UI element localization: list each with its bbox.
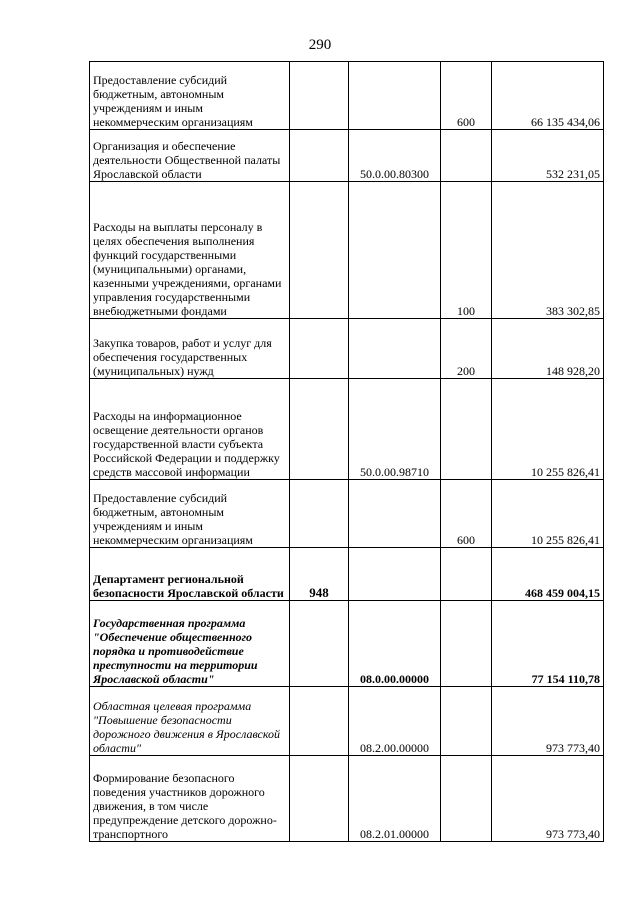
row-csr bbox=[349, 62, 441, 130]
row-ministry: 948 bbox=[290, 548, 349, 601]
row-amount: 973 773,40 bbox=[492, 687, 604, 756]
row-csr: 50.0.00.80300 bbox=[349, 130, 441, 182]
row-amount: 10 255 826,41 bbox=[492, 379, 604, 480]
table-row bbox=[90, 319, 604, 379]
row-vr bbox=[441, 548, 492, 601]
row-amount: 66 135 434,06 bbox=[492, 62, 604, 130]
row-vr bbox=[441, 379, 492, 480]
row-vr: 200 bbox=[441, 319, 492, 379]
row-name: Областная целевая программа "Повышение безопасности дорожного движения в Ярославской области" bbox=[90, 687, 290, 756]
row-ministry bbox=[290, 379, 349, 480]
row-ministry bbox=[290, 130, 349, 182]
table-row bbox=[90, 62, 604, 130]
row-name: Формирование безопасного поведения участников дорожного движения, в том числе предупреждение детского дорожно-транспортного bbox=[90, 756, 290, 842]
table-row bbox=[90, 756, 604, 842]
row-vr: 600 bbox=[441, 62, 492, 130]
row-csr bbox=[349, 480, 441, 548]
row-csr: 08.0.00.00000 bbox=[349, 601, 441, 687]
page-number: 290 bbox=[308, 37, 332, 53]
table-row bbox=[90, 548, 604, 601]
row-ministry bbox=[290, 601, 349, 687]
row-amount: 383 302,85 bbox=[492, 182, 604, 319]
row-name: Расходы на информационное освещение деятельности органов государственной власти субъекта Российской Федерации и поддержку средств массовой информации bbox=[90, 379, 290, 480]
row-amount: 468 459 004,15 bbox=[492, 548, 604, 601]
table-row bbox=[90, 379, 604, 480]
table-row bbox=[90, 601, 604, 687]
table-row bbox=[90, 480, 604, 548]
row-ministry bbox=[290, 756, 349, 842]
row-csr bbox=[349, 182, 441, 319]
row-name: Предоставление субсидий бюджетным, автономным учреждениям и иным некоммерческим организациям bbox=[90, 480, 290, 548]
row-ministry bbox=[290, 687, 349, 756]
row-vr bbox=[441, 687, 492, 756]
row-name: Организация и обеспечение деятельности Общественной палаты Ярославской области bbox=[90, 130, 290, 182]
row-vr: 600 bbox=[441, 480, 492, 548]
row-amount: 77 154 110,78 bbox=[492, 601, 604, 687]
row-amount: 532 231,05 bbox=[492, 130, 604, 182]
row-name: Закупка товаров, работ и услуг для обеспечения государственных (муниципальных) нужд bbox=[90, 319, 290, 379]
row-ministry bbox=[290, 62, 349, 130]
row-name: Расходы на выплаты персоналу в целях обеспечения выполнения функций государственными (муниципальными) органами, казенными учреждениями, органами управления государственными внебюджетными фондами bbox=[90, 182, 290, 319]
row-csr bbox=[349, 548, 441, 601]
table-row bbox=[90, 182, 604, 319]
row-ministry bbox=[290, 319, 349, 379]
row-name: Предоставление субсидий бюджетным, автономным учреждениям и иным некоммерческим организациям bbox=[90, 62, 290, 130]
row-amount: 973 773,40 bbox=[492, 756, 604, 842]
row-amount: 148 928,20 bbox=[492, 319, 604, 379]
table-row bbox=[90, 687, 604, 756]
table-row bbox=[90, 130, 604, 182]
row-csr bbox=[349, 319, 441, 379]
row-vr bbox=[441, 601, 492, 687]
row-ministry bbox=[290, 182, 349, 319]
row-csr: 08.2.01.00000 bbox=[349, 756, 441, 842]
row-vr bbox=[441, 756, 492, 842]
budget-table bbox=[89, 61, 604, 842]
row-name: Департамент региональной безопасности Ярославской области bbox=[90, 548, 290, 601]
row-csr: 08.2.00.00000 bbox=[349, 687, 441, 756]
row-csr: 50.0.00.98710 bbox=[349, 379, 441, 480]
row-name: Государственная программа "Обеспечение общественного порядка и противодействие преступности на территории Ярославской области" bbox=[90, 601, 290, 687]
row-ministry bbox=[290, 480, 349, 548]
row-vr bbox=[441, 130, 492, 182]
row-vr: 100 bbox=[441, 182, 492, 319]
row-amount: 10 255 826,41 bbox=[492, 480, 604, 548]
